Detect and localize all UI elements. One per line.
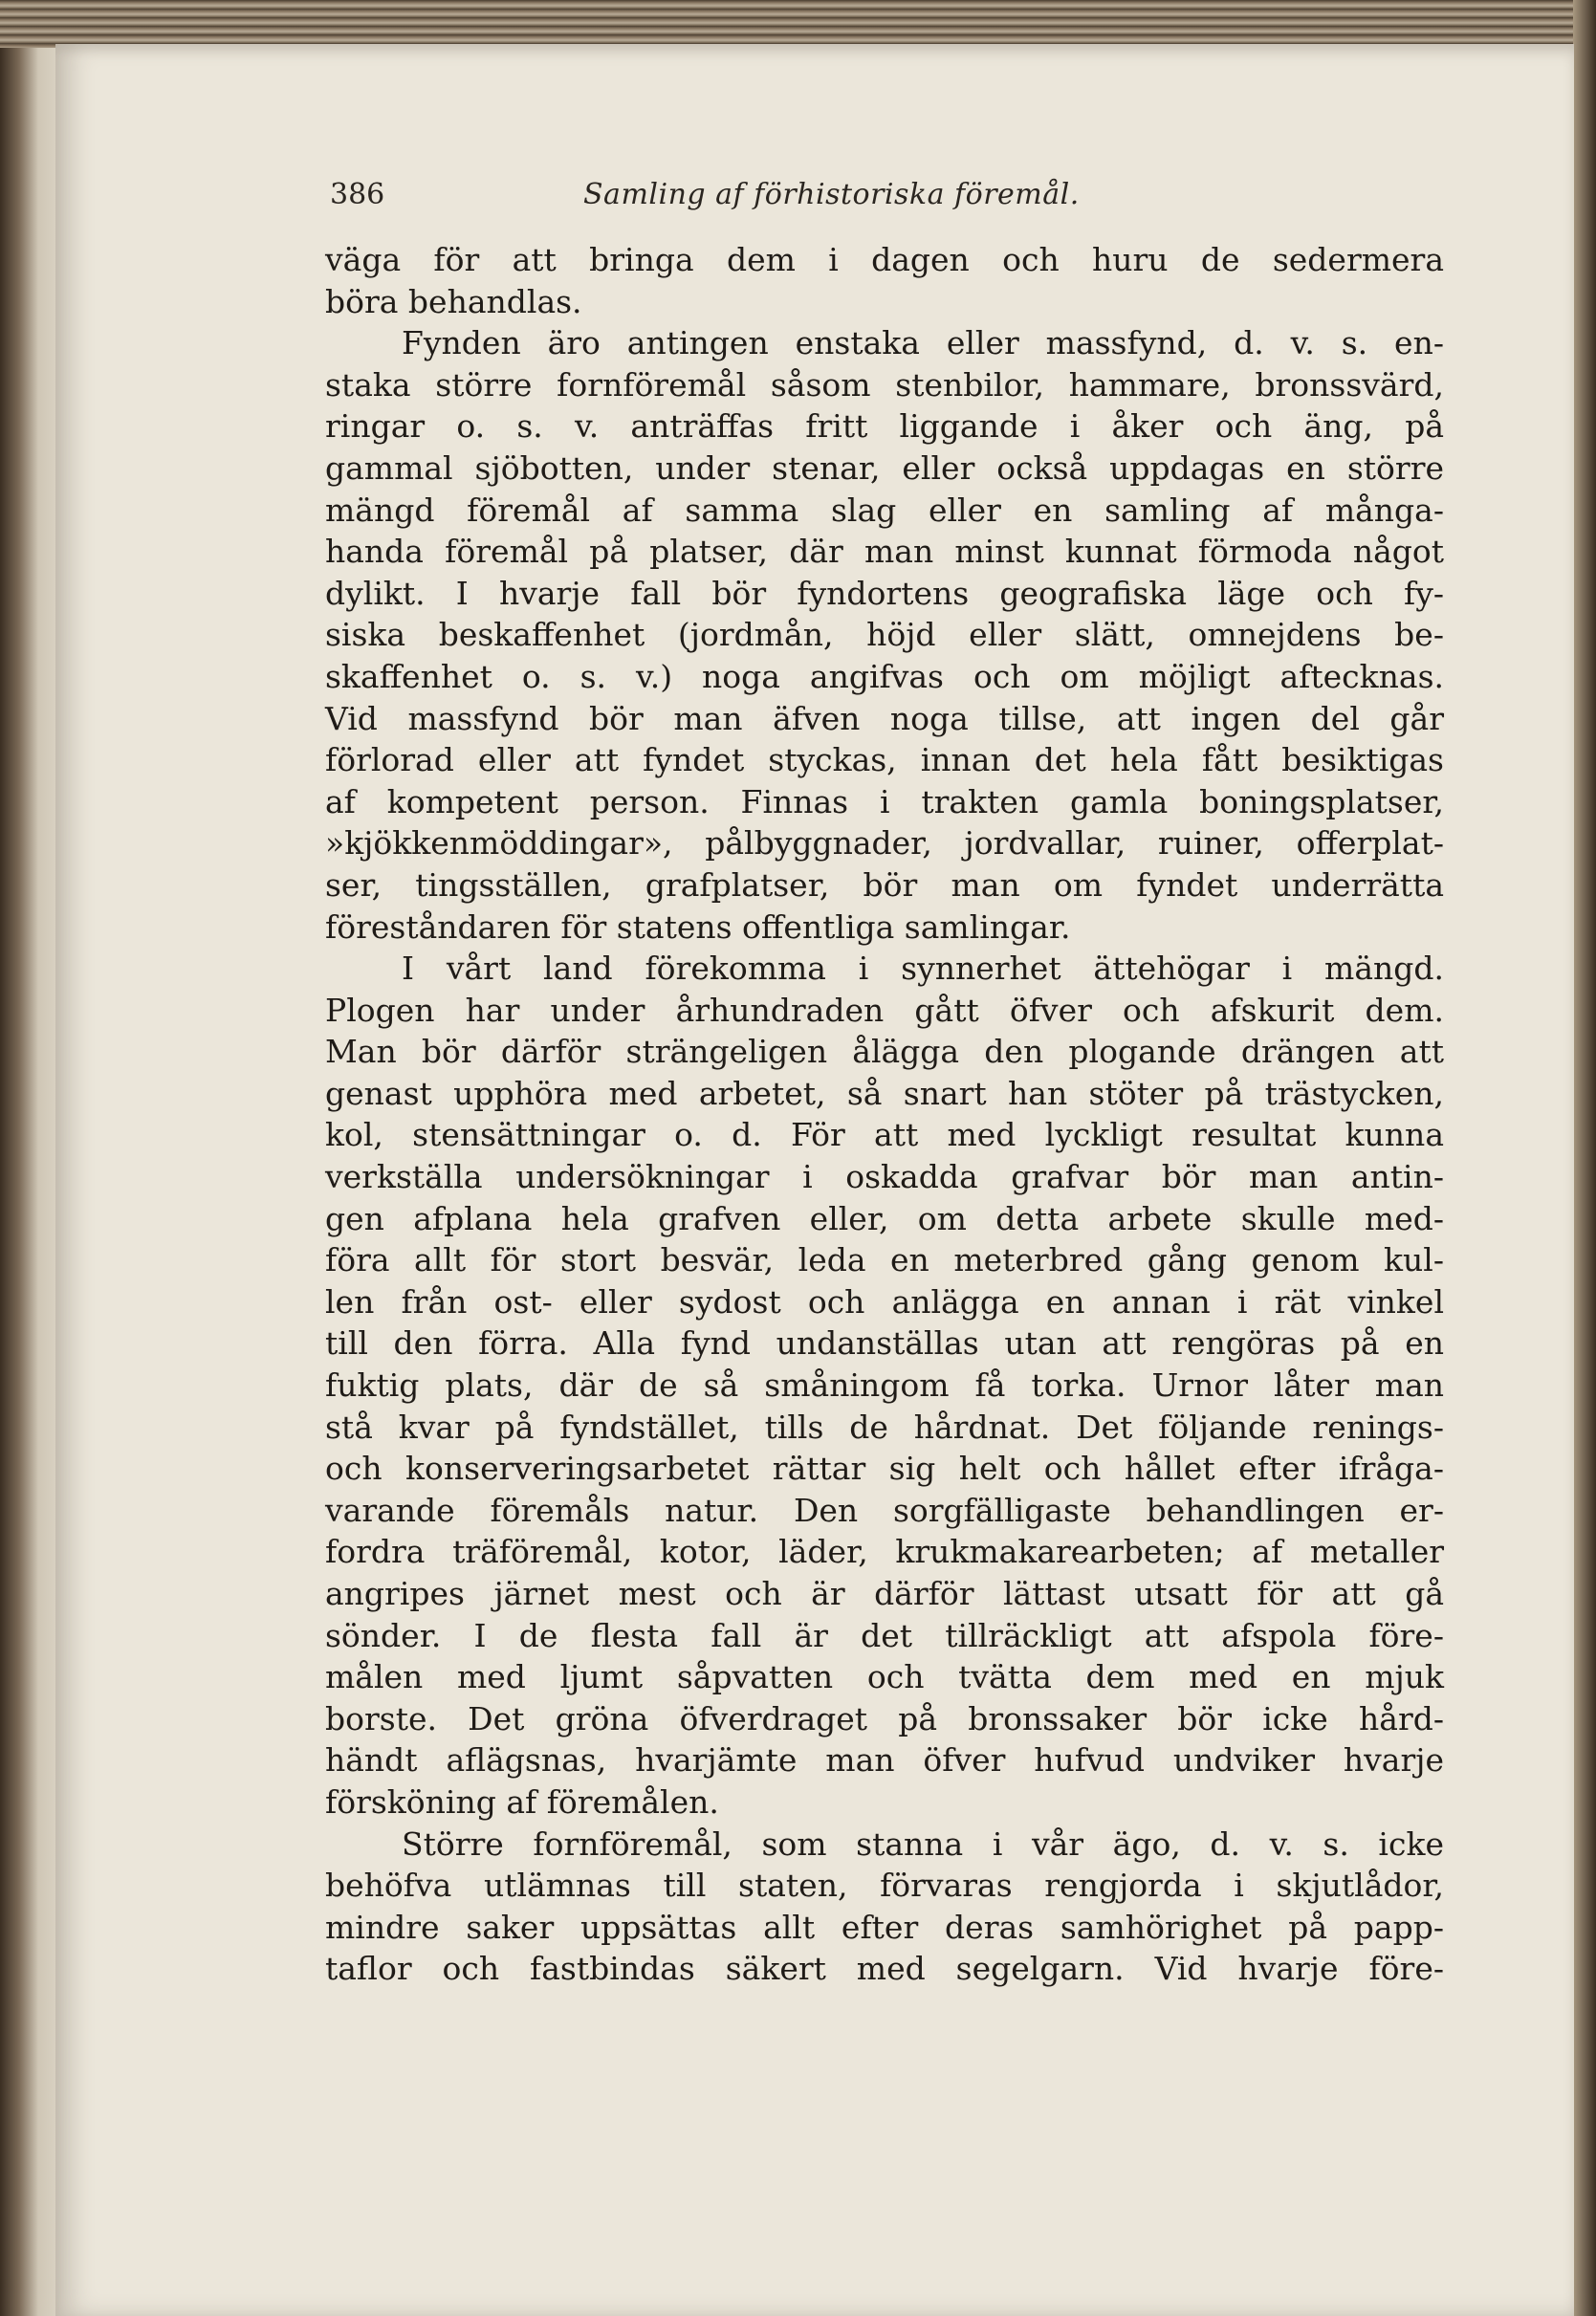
text-line: stå kvar på fyndstället, tills de hårdnat. Det följande renings- bbox=[325, 1408, 1444, 1446]
text-line: ringar o. s. v. anträffas fritt liggande i åker och äng, på bbox=[325, 407, 1444, 446]
text-line: till den förra. Alla fynd undanställas utan att rengöras på en bbox=[325, 1324, 1444, 1363]
text-line: borste. Det gröna öfverdraget på bronssaker bör icke hård- bbox=[325, 1699, 1444, 1737]
text-line: förlorad eller att fyndet styckas, innan det hela fått besiktigas bbox=[325, 741, 1444, 779]
running-title: Samling af förhistoriska föremål. bbox=[583, 178, 1080, 211]
text-line: taflor och fastbindas säkert med segelgarn. Vid hvarje före- bbox=[325, 1950, 1444, 1988]
text-line: händt aflägsnas, hvarjämte man öfver hufvud undviker hvarje bbox=[325, 1741, 1444, 1780]
text-line: fuktig plats, där de så småningom få torka. Urnor låter man bbox=[325, 1366, 1444, 1405]
text-line: behöfva utlämnas till staten, förvaras rengjorda i skjutlådor, bbox=[325, 1867, 1444, 1905]
page-stack-top-edge bbox=[0, 0, 1596, 48]
text-line: I vårt land förekomma i synnerhet ättehögar i mängd. bbox=[402, 950, 1444, 988]
text-line: böra behandlas. bbox=[325, 282, 582, 320]
text-line: staka större fornföremål såsom stenbilor, hammare, bronssvärd, bbox=[325, 365, 1444, 404]
text-line: gammal sjöbotten, under stenar, eller också uppdagas en större bbox=[325, 448, 1444, 487]
text-line: verkställa undersökningar i oskadda grafvar bör man antin- bbox=[325, 1158, 1444, 1196]
text-line: »kjökkenmöddingar», pålbyggnader, jordvallar, ruiner, offerplat- bbox=[325, 824, 1444, 863]
text-line: varande föremåls natur. Den sorgfälligaste behandlingen er- bbox=[325, 1491, 1444, 1529]
text-line: väga för att bringa dem i dagen och huru de sedermera bbox=[325, 241, 1444, 278]
text-line: Fynden äro antingen enstaka eller massfynd, d. v. s. en- bbox=[402, 324, 1444, 362]
text-line: ser, tingsställen, grafplatser, bör man om fyndet underrätta bbox=[325, 865, 1444, 904]
text-line: Större fornföremål, som stanna i vår ägo, d. v. s. icke bbox=[402, 1824, 1444, 1863]
text-line: Plogen har under århundraden gått öfver och afskurit dem. bbox=[325, 991, 1444, 1029]
text-line: Man bör därför strängeligen ålägga den plogande drängen att bbox=[325, 1033, 1444, 1071]
text-line: siska beskaffenhet (jordmån, höjd eller slätt, omnejdens be- bbox=[325, 616, 1444, 654]
text-line: gen afplana hela grafven eller, om detta arbete skulle med- bbox=[325, 1199, 1444, 1237]
text-line: kol, stensättningar o. d. För att med lyckligt resultat kunna bbox=[325, 1116, 1444, 1154]
body-text bbox=[325, 239, 1444, 1990]
text-line: sönder. I de flesta fall är det tillräckligt att afspola före- bbox=[325, 1616, 1444, 1654]
text-line: och konserveringsarbetet rättar sig helt och hållet efter ifråga- bbox=[325, 1450, 1444, 1488]
text-line: dylikt. I hvarje fall bör fyndortens geografiska läge och fy- bbox=[325, 574, 1444, 612]
text-line: Vid massfynd bör man äfven noga tillse, att ingen del går bbox=[325, 699, 1444, 737]
text-line: föra allt för stort besvär, leda en meterbred gång genom kul- bbox=[325, 1241, 1444, 1279]
text-line: föreståndaren för statens offentliga samlingar. bbox=[325, 907, 1071, 946]
text-line: mängd föremål af samma slag eller en samling af många- bbox=[325, 491, 1444, 529]
text-line: angripes järnet mest och är därför lättast utsatt för att gå bbox=[325, 1575, 1444, 1612]
text-line: målen med ljumt såpvatten och tvätta dem med en mjuk bbox=[325, 1658, 1444, 1696]
text-line: genast upphöra med arbetet, så snart han stöter på trästycken, bbox=[325, 1074, 1444, 1112]
text-line: handa föremål på platser, där man minst kunnat förmoda något bbox=[325, 533, 1444, 571]
text-line: mindre saker uppsättas allt efter deras samhörighet på papp- bbox=[325, 1908, 1444, 1946]
text-line: försköning af föremålen. bbox=[325, 1782, 719, 1821]
text-line: skaffenhet o. s. v.) noga angifvas och om möjligt aftecknas. bbox=[325, 657, 1444, 695]
text-line: af kompetent person. Finnas i trakten gamla boningsplatser, bbox=[325, 782, 1444, 820]
running-head bbox=[330, 178, 1444, 220]
text-line: len från ost- eller sydost och anlägga en annan i rät vinkel bbox=[325, 1282, 1444, 1321]
text-line: fordra träföremål, kotor, läder, krukmakarearbeten; af metaller bbox=[325, 1533, 1444, 1571]
book-cover-edge bbox=[1573, 0, 1596, 2316]
page-number: 386 bbox=[330, 178, 385, 211]
